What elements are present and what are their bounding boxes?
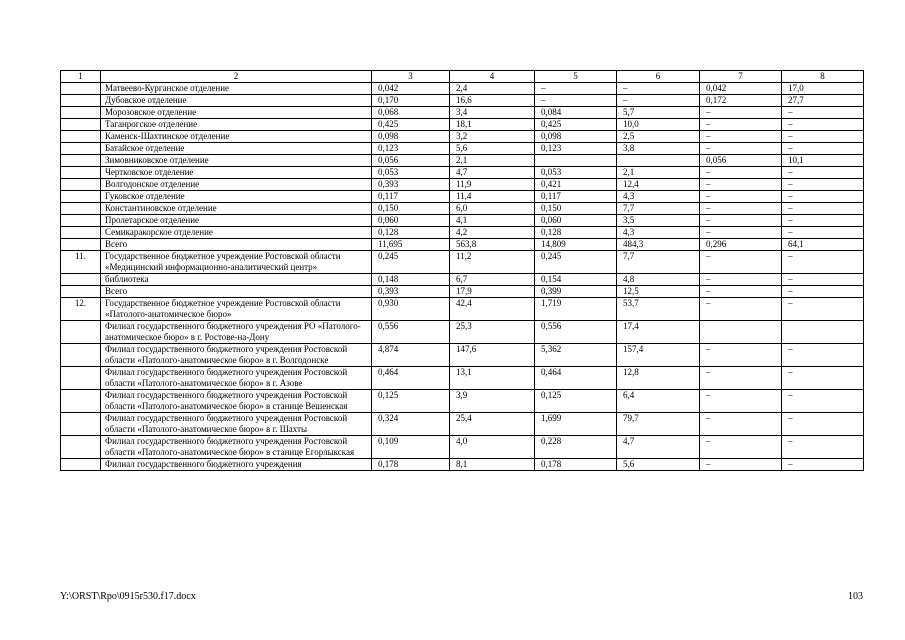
row-name-cell: Волгодонское отделение: [101, 179, 372, 191]
table-row: [61, 83, 864, 95]
value-cell-7: –: [700, 227, 782, 239]
value-cell-8: –: [782, 179, 864, 191]
value-cell-7: 0,296: [700, 239, 782, 251]
value-cell-6: 17,4: [617, 321, 700, 344]
value-cell-8: 10,1: [782, 155, 864, 167]
table-row: [61, 167, 864, 179]
value-cell-6: 5,7: [617, 107, 700, 119]
value-cell-5: 0,128: [535, 227, 617, 239]
value-cell-7: –: [700, 367, 782, 390]
row-number-cell: [61, 344, 101, 367]
row-number-cell: [61, 83, 101, 95]
table-row: [61, 436, 864, 459]
value-cell-5: 0,125: [535, 390, 617, 413]
header-cell: 6: [617, 71, 700, 83]
value-cell-8: –: [782, 131, 864, 143]
value-cell-7: –: [700, 143, 782, 155]
table-row: [61, 321, 864, 344]
value-cell-4: 5,6: [450, 143, 535, 155]
value-cell-6: 3,8: [617, 143, 700, 155]
value-cell-3: 0,150: [372, 203, 450, 215]
row-name-cell: Дубовское отделение: [101, 95, 372, 107]
value-cell-6: 7,7: [617, 203, 700, 215]
value-cell-3: 0,053: [372, 167, 450, 179]
value-cell-3: 0,930: [372, 298, 450, 321]
value-cell-5: 5,362: [535, 344, 617, 367]
value-cell-4: 4,0: [450, 436, 535, 459]
table-row: [61, 191, 864, 203]
value-cell-4: 2,1: [450, 155, 535, 167]
value-cell-3: 0,393: [372, 286, 450, 298]
value-cell-4: 18,1: [450, 119, 535, 131]
value-cell-3: 11,695: [372, 239, 450, 251]
value-cell-5: 0,150: [535, 203, 617, 215]
row-number-cell: [61, 321, 101, 344]
value-cell-4: 6,7: [450, 274, 535, 286]
header-cell: 8: [782, 71, 864, 83]
value-cell-7: –: [700, 274, 782, 286]
value-cell-5: 0,556: [535, 321, 617, 344]
row-name-cell: Морозовское отделение: [101, 107, 372, 119]
value-cell-5: 1,699: [535, 413, 617, 436]
value-cell-6: 10,0: [617, 119, 700, 131]
value-cell-7: –: [700, 131, 782, 143]
value-cell-7: 0,172: [700, 95, 782, 107]
value-cell-4: 3,9: [450, 390, 535, 413]
value-cell-5: 0,245: [535, 251, 617, 274]
value-cell-8: –: [782, 107, 864, 119]
table-row: [61, 367, 864, 390]
row-name-cell: Всего: [101, 239, 372, 251]
value-cell-8: –: [782, 413, 864, 436]
value-cell-6: 157,4: [617, 344, 700, 367]
row-name-cell: Батайское отделение: [101, 143, 372, 155]
value-cell-6: 79,7: [617, 413, 700, 436]
value-cell-8: –: [782, 367, 864, 390]
row-name-cell: Семикаракорское отделение: [101, 227, 372, 239]
value-cell-4: 25,4: [450, 413, 535, 436]
value-cell-5: 0,399: [535, 286, 617, 298]
table-row: [61, 286, 864, 298]
value-cell-5: 0,098: [535, 131, 617, 143]
row-name-cell: Филиал государственного бюджетного учреждения Ростовской области «Патолого-анатомическое бюро» в г. Шахты: [101, 413, 372, 436]
value-cell-7: –: [700, 436, 782, 459]
table-row: [61, 143, 864, 155]
value-cell-3: 0,393: [372, 179, 450, 191]
table-row: [61, 274, 864, 286]
data-table: [60, 70, 864, 471]
row-name-cell: Константиновское отделение: [101, 203, 372, 215]
row-name-cell: Каменск-Шахтинское отделение: [101, 131, 372, 143]
value-cell-4: 8,1: [450, 459, 535, 471]
value-cell-5: 0,060: [535, 215, 617, 227]
value-cell-7: –: [700, 167, 782, 179]
value-cell-7: –: [700, 298, 782, 321]
table-row: [61, 215, 864, 227]
value-cell-4: 3,4: [450, 107, 535, 119]
header-cell: 4: [450, 71, 535, 83]
value-cell-6: 12,4: [617, 179, 700, 191]
value-cell-7: 0,042: [700, 83, 782, 95]
value-cell-3: 0,464: [372, 367, 450, 390]
footer-page-number: 103: [848, 591, 863, 602]
header-cell: 1: [61, 71, 101, 83]
value-cell-4: 4,2: [450, 227, 535, 239]
value-cell-5: 0,084: [535, 107, 617, 119]
table-body: [61, 71, 864, 471]
value-cell-5: 14,809: [535, 239, 617, 251]
value-cell-3: 0,178: [372, 459, 450, 471]
value-cell-4: 4,7: [450, 167, 535, 179]
header-cell: 2: [101, 71, 372, 83]
value-cell-4: 4,1: [450, 215, 535, 227]
row-number-cell: [61, 413, 101, 436]
value-cell-5: 0,228: [535, 436, 617, 459]
value-cell-8: –: [782, 203, 864, 215]
value-cell-8: –: [782, 143, 864, 155]
value-cell-8: –: [782, 390, 864, 413]
value-cell-3: 0,128: [372, 227, 450, 239]
value-cell-3: 0,098: [372, 131, 450, 143]
value-cell-8: 17,0: [782, 83, 864, 95]
value-cell-7: –: [700, 203, 782, 215]
value-cell-4: 11,9: [450, 179, 535, 191]
value-cell-6: 4,3: [617, 191, 700, 203]
value-cell-7: –: [700, 251, 782, 274]
value-cell-3: 0,324: [372, 413, 450, 436]
value-cell-6: 484,3: [617, 239, 700, 251]
value-cell-6: 2,1: [617, 167, 700, 179]
value-cell-8: –: [782, 459, 864, 471]
value-cell-3: 0,060: [372, 215, 450, 227]
value-cell-8: 27,7: [782, 95, 864, 107]
value-cell-3: 0,148: [372, 274, 450, 286]
value-cell-7: 0,056: [700, 155, 782, 167]
row-number-cell: [61, 390, 101, 413]
row-name-cell: Государственное бюджетное учреждение Ростовской области «Патолого-анатомическое бюро»: [101, 298, 372, 321]
value-cell-6: 12,8: [617, 367, 700, 390]
value-cell-6: 12,5: [617, 286, 700, 298]
value-cell-5: –: [535, 83, 617, 95]
value-cell-8: –: [782, 191, 864, 203]
value-cell-6: 53,7: [617, 298, 700, 321]
value-cell-4: 147,6: [450, 344, 535, 367]
row-number-cell: [61, 436, 101, 459]
value-cell-3: 0,042: [372, 83, 450, 95]
table-row: [61, 119, 864, 131]
value-cell-4: 13,1: [450, 367, 535, 390]
table-row: [61, 155, 864, 167]
value-cell-3: 0,425: [372, 119, 450, 131]
header-cell: 7: [700, 71, 782, 83]
row-number-cell: [61, 107, 101, 119]
value-cell-8: –: [782, 274, 864, 286]
value-cell-8: –: [782, 227, 864, 239]
row-number-cell: [61, 167, 101, 179]
row-name-cell: Филиал государственного бюджетного учреждения: [101, 459, 372, 471]
row-name-cell: Филиал государственного бюджетного учреждения Ростовской области «Патолого-анатомическое бюро» в станице Вешенская: [101, 390, 372, 413]
value-cell-4: 42,4: [450, 298, 535, 321]
table-row: [61, 95, 864, 107]
table-row: [61, 239, 864, 251]
value-cell-3: 0,068: [372, 107, 450, 119]
value-cell-7: –: [700, 390, 782, 413]
value-cell-6: 4,7: [617, 436, 700, 459]
row-number-cell: [61, 274, 101, 286]
row-name-cell: Всего: [101, 286, 372, 298]
row-name-cell: Матвеево-Курганское отделение: [101, 83, 372, 95]
value-cell-6: 7,7: [617, 251, 700, 274]
value-cell-4: 11,4: [450, 191, 535, 203]
table-row: [61, 251, 864, 274]
value-cell-6: 3,5: [617, 215, 700, 227]
value-cell-8: –: [782, 344, 864, 367]
value-cell-3: 0,125: [372, 390, 450, 413]
row-number-cell: 11.: [61, 251, 101, 274]
value-cell-7: –: [700, 119, 782, 131]
row-number-cell: [61, 155, 101, 167]
value-cell-4: 17,9: [450, 286, 535, 298]
table-row: [61, 390, 864, 413]
value-cell-6: 6,4: [617, 390, 700, 413]
value-cell-5: 0,464: [535, 367, 617, 390]
row-name-cell: Филиал государственного бюджетного учреждения Ростовской области «Патолого-анатомическое бюро» в г. Волгодонске: [101, 344, 372, 367]
value-cell-6: 5,6: [617, 459, 700, 471]
value-cell-5: 0,425: [535, 119, 617, 131]
value-cell-7: –: [700, 191, 782, 203]
value-cell-3: 0,170: [372, 95, 450, 107]
value-cell-8: 64,1: [782, 239, 864, 251]
value-cell-3: 0,245: [372, 251, 450, 274]
row-name-cell: Зимовниковское отделение: [101, 155, 372, 167]
value-cell-4: 3,2: [450, 131, 535, 143]
row-number-cell: [61, 203, 101, 215]
value-cell-8: –: [782, 251, 864, 274]
value-cell-3: 0,556: [372, 321, 450, 344]
value-cell-5: 0,178: [535, 459, 617, 471]
value-cell-3: 0,123: [372, 143, 450, 155]
value-cell-6: –: [617, 95, 700, 107]
value-cell-5: 0,123: [535, 143, 617, 155]
value-cell-5: 0,154: [535, 274, 617, 286]
row-number-cell: [61, 459, 101, 471]
row-name-cell: Чертковское отделение: [101, 167, 372, 179]
row-number-cell: [61, 286, 101, 298]
value-cell-4: 25,3: [450, 321, 535, 344]
value-cell-3: 0,117: [372, 191, 450, 203]
row-number-cell: [61, 215, 101, 227]
row-number-cell: [61, 143, 101, 155]
row-name-cell: Гуковское отделение: [101, 191, 372, 203]
value-cell-7: –: [700, 286, 782, 298]
value-cell-7: –: [700, 107, 782, 119]
row-number-cell: 12.: [61, 298, 101, 321]
table-row: [61, 227, 864, 239]
value-cell-3: 4,874: [372, 344, 450, 367]
table-row: [61, 344, 864, 367]
header-cell: 5: [535, 71, 617, 83]
row-number-cell: [61, 179, 101, 191]
row-number-cell: [61, 191, 101, 203]
value-cell-6: 4,3: [617, 227, 700, 239]
value-cell-4: 16,6: [450, 95, 535, 107]
value-cell-4: 6,0: [450, 203, 535, 215]
table-row: [61, 179, 864, 191]
value-cell-4: 2,4: [450, 83, 535, 95]
row-number-cell: [61, 367, 101, 390]
row-name-cell: Филиал государственного бюджетного учреждения Ростовской области «Патолого-анатомическое бюро» в станице Егорлыкская: [101, 436, 372, 459]
value-cell-8: –: [782, 298, 864, 321]
table-header-row: [61, 71, 864, 83]
value-cell-3: 0,056: [372, 155, 450, 167]
value-cell-8: –: [782, 215, 864, 227]
table-row: [61, 203, 864, 215]
value-cell-8: [782, 321, 864, 344]
row-name-cell: Таганрогское отделение: [101, 119, 372, 131]
value-cell-8: –: [782, 286, 864, 298]
value-cell-7: –: [700, 413, 782, 436]
value-cell-8: –: [782, 436, 864, 459]
row-number-cell: [61, 95, 101, 107]
value-cell-7: –: [700, 179, 782, 191]
value-cell-5: [535, 155, 617, 167]
table-row: [61, 107, 864, 119]
row-name-cell: библиотека: [101, 274, 372, 286]
value-cell-3: 0,109: [372, 436, 450, 459]
value-cell-5: 0,421: [535, 179, 617, 191]
value-cell-8: –: [782, 119, 864, 131]
table-row: [61, 298, 864, 321]
row-number-cell: [61, 239, 101, 251]
value-cell-6: [617, 155, 700, 167]
value-cell-4: 563,8: [450, 239, 535, 251]
row-number-cell: [61, 119, 101, 131]
value-cell-6: –: [617, 83, 700, 95]
value-cell-5: 0,117: [535, 191, 617, 203]
value-cell-7: –: [700, 215, 782, 227]
row-name-cell: Пролетарское отделение: [101, 215, 372, 227]
value-cell-7: –: [700, 344, 782, 367]
value-cell-6: 4,8: [617, 274, 700, 286]
row-number-cell: [61, 131, 101, 143]
value-cell-4: 11,2: [450, 251, 535, 274]
value-cell-8: –: [782, 167, 864, 179]
row-name-cell: Филиал государственного бюджетного учреждения Ростовской области «Патолого-анатомическое бюро» в г. Азове: [101, 367, 372, 390]
value-cell-5: 0,053: [535, 167, 617, 179]
row-name-cell: Государственное бюджетное учреждение Ростовской области «Медицинский информационно-аналитический центр»: [101, 251, 372, 274]
value-cell-5: 1,719: [535, 298, 617, 321]
value-cell-5: –: [535, 95, 617, 107]
row-name-cell: Филиал государственного бюджетного учреждения РО «Патолого-анатомическое бюро» в г. Ростове-на-Дону: [101, 321, 372, 344]
table-row: [61, 131, 864, 143]
footer-file-path: Y:\ORST\Rpo\0915r530.f17.docx: [60, 591, 196, 602]
value-cell-7: [700, 321, 782, 344]
row-number-cell: [61, 227, 101, 239]
table-row: [61, 413, 864, 436]
table-row: [61, 459, 864, 471]
header-cell: 3: [372, 71, 450, 83]
value-cell-6: 2,5: [617, 131, 700, 143]
value-cell-7: –: [700, 459, 782, 471]
